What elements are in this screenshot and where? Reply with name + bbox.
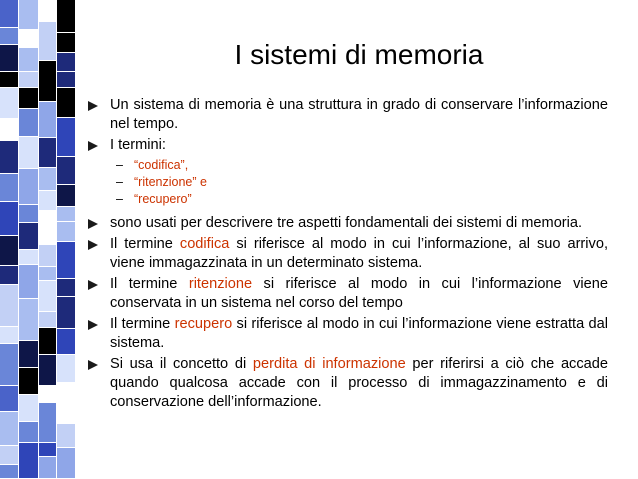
- bullet-item: [88, 136, 608, 155]
- bullet-text-post: si riferisce al modo in cui l’informazione, al suo arrivo, viene immagazzinata in un determinato sistema.: [110, 236, 608, 271]
- bullet-text-pre: Il termine: [110, 236, 180, 252]
- mosaic-tile: [57, 88, 76, 118]
- mosaic-tile: [57, 355, 76, 383]
- mosaic-tile: [39, 355, 57, 386]
- mosaic-tile: [57, 185, 76, 207]
- mosaic-tile: [57, 157, 76, 185]
- dash-marker: –: [116, 175, 123, 189]
- mosaic-tile: [39, 443, 57, 457]
- mosaic-tile: [19, 88, 39, 109]
- sub-item: [88, 174, 608, 191]
- mosaic-tile: [39, 403, 57, 443]
- mosaic-tile: [19, 48, 39, 72]
- mosaic-tile: [19, 223, 39, 250]
- sub-item: [88, 191, 608, 208]
- mosaic-tile: [39, 22, 57, 61]
- mosaic-tile: [0, 344, 19, 386]
- mosaic-tile: [19, 205, 39, 223]
- bullet-text: Un sistema di memoria è una struttura in grado di conservare l’informazione nel tempo.: [110, 97, 608, 132]
- highlighted-term: ritenzione: [188, 276, 253, 292]
- mosaic-tile: [19, 443, 39, 479]
- mosaic-tile: [39, 0, 57, 22]
- bullet-arrow-icon: [88, 101, 98, 111]
- bullet-arrow-icon: [88, 240, 98, 250]
- bullet-item: [88, 315, 608, 353]
- mosaic-tile: [0, 386, 19, 412]
- mosaic-tile: [19, 137, 39, 169]
- mosaic-tile: [57, 448, 76, 479]
- bullet-item: [88, 96, 608, 134]
- bullet-arrow-icon: [88, 219, 98, 229]
- sub-item-text: “recupero”: [134, 192, 192, 206]
- mosaic-tile: [39, 191, 57, 211]
- mosaic-tile: [0, 72, 19, 88]
- bullet-arrow-icon: [88, 280, 98, 290]
- sub-item: [88, 157, 608, 174]
- bullet-text: sono usati per descrivere tre aspetti fondamentali dei sistemi di memoria.: [110, 215, 583, 231]
- bullet-item: [88, 235, 608, 273]
- mosaic-tile: [0, 88, 19, 119]
- highlighted-term: codifica: [179, 236, 230, 252]
- mosaic-tile: [0, 202, 19, 236]
- bullet-item: [88, 275, 608, 313]
- mosaic-tile: [57, 242, 76, 279]
- mosaic-tile: [57, 0, 76, 33]
- mosaic-tile: [57, 118, 76, 157]
- mosaic-tile: [39, 245, 57, 267]
- dash-marker: –: [116, 192, 123, 206]
- bullet-item: [88, 214, 608, 233]
- bullet-item: [88, 355, 608, 412]
- mosaic-tile: [39, 61, 57, 102]
- mosaic-tile: [39, 138, 57, 168]
- mosaic-tile: [39, 457, 57, 479]
- sub-item-text: “ritenzione” e: [134, 175, 207, 189]
- mosaic-tile: [19, 299, 39, 341]
- mosaic-tile: [0, 285, 19, 327]
- mosaic-tile: [57, 33, 76, 53]
- mosaic-tile: [57, 53, 76, 72]
- mosaic-tile: [19, 395, 39, 422]
- mosaic-tile: [0, 327, 19, 344]
- decorative-mosaic: [0, 0, 76, 479]
- mosaic-tile: [39, 168, 57, 191]
- mosaic-tile: [39, 312, 57, 328]
- mosaic-tile: [57, 397, 76, 424]
- mosaic-tile: [19, 265, 39, 299]
- mosaic-tile: [57, 279, 76, 297]
- mosaic-tile: [19, 341, 39, 368]
- bullet-arrow-icon: [88, 320, 98, 330]
- mosaic-tile: [19, 169, 39, 205]
- mosaic-tile: [39, 102, 57, 138]
- bullet-text-post: si riferisce al modo in cui l’informazione viene estratta dal sistema.: [110, 316, 608, 351]
- bullet-arrow-icon: [88, 360, 98, 370]
- mosaic-tile: [0, 28, 19, 45]
- mosaic-tile: [57, 72, 76, 88]
- mosaic-tile: [0, 236, 19, 266]
- mosaic-tile: [19, 368, 39, 395]
- mosaic-tile: [0, 174, 19, 202]
- mosaic-tile: [19, 109, 39, 137]
- mosaic-tile: [19, 72, 39, 88]
- mosaic-tile: [57, 297, 76, 329]
- sub-item-text: “codifica”,: [134, 158, 189, 172]
- mosaic-tile: [57, 222, 76, 242]
- mosaic-tile: [0, 465, 19, 479]
- mosaic-tile: [57, 424, 76, 448]
- mosaic-tile: [39, 386, 57, 403]
- mosaic-tile: [19, 422, 39, 443]
- bullet-text-pre: Il termine: [110, 316, 175, 332]
- bullet-text-pre: Si usa il concetto di: [110, 356, 253, 372]
- bullet-arrow-icon: [88, 141, 98, 151]
- mosaic-tile: [57, 329, 76, 355]
- mosaic-tile: [0, 446, 19, 465]
- mosaic-tile: [19, 30, 39, 48]
- mosaic-tile: [19, 250, 39, 265]
- bullet-text-post: per riferirsi a ciò che accade quando qualcosa accade con il processo di immagazzinamento e di conservazione dell’informazione.: [110, 356, 608, 410]
- slide-content: [88, 96, 608, 414]
- mosaic-tile: [39, 281, 57, 312]
- mosaic-tile: [0, 412, 19, 446]
- mosaic-tile: [0, 0, 19, 28]
- mosaic-tile: [0, 266, 19, 285]
- mosaic-tile: [0, 45, 19, 72]
- highlighted-term: perdita di informazione: [252, 356, 406, 372]
- mosaic-tile: [39, 267, 57, 281]
- mosaic-tile: [57, 383, 76, 397]
- mosaic-tile: [39, 211, 57, 245]
- slide-title: I sistemi di memoria: [234, 39, 484, 70]
- mosaic-tile: [0, 119, 19, 141]
- mosaic-tile: [0, 141, 19, 174]
- highlighted-term: recupero: [174, 316, 233, 332]
- dash-marker: –: [116, 158, 123, 172]
- bullet-text-pre: Il termine: [110, 276, 189, 292]
- mosaic-tile: [39, 328, 57, 355]
- bullet-text: I termini:: [110, 137, 166, 153]
- mosaic-tile: [19, 0, 39, 30]
- mosaic-tile: [57, 207, 76, 222]
- bullet-text-post: si riferisce al modo in cui l’informazione viene conservata in un sistema nel corso del tempo: [110, 276, 608, 311]
